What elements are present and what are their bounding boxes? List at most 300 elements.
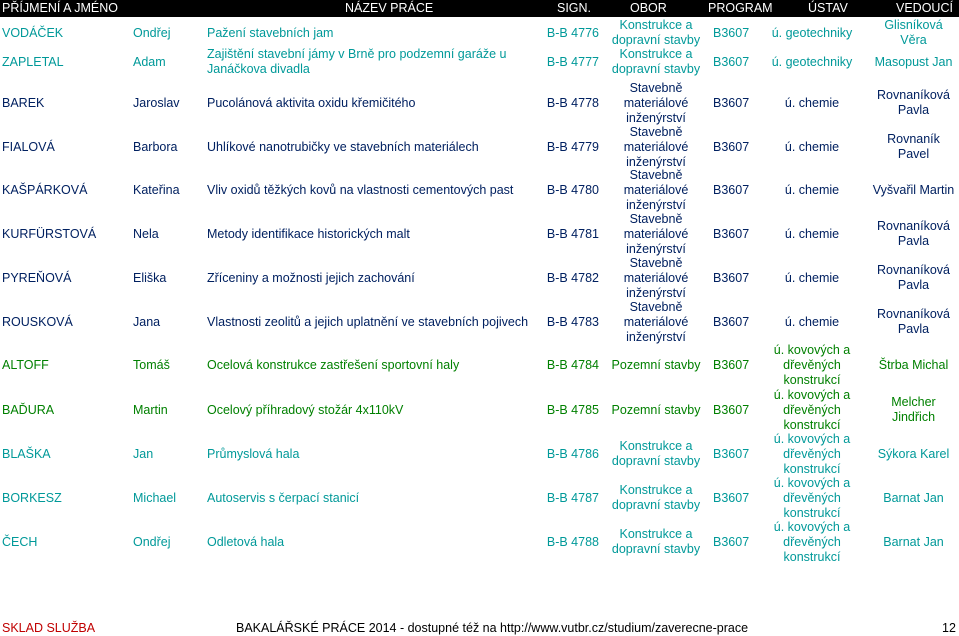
institute-line: dřevěných (783, 534, 841, 549)
institute-text (774, 432, 850, 477)
title-text (207, 26, 333, 41)
surname-text: ROUSKOVÁ (2, 314, 73, 329)
supervisor-line: Sýkora Karel (877, 446, 950, 461)
sign-text: B-B 4781 (546, 226, 599, 241)
field-text (612, 18, 700, 48)
cell-title (207, 23, 544, 43)
title-line: Pucolánová aktivita oxidu křemičitého (207, 95, 416, 110)
field-line: inženýrství (626, 110, 686, 125)
cell-institute (756, 344, 868, 387)
title-line: Odletová hala (207, 534, 285, 549)
cell-sign (544, 81, 599, 125)
header-sign: SIGN. (557, 1, 592, 15)
title-text (207, 140, 479, 155)
institute-line: ú. chemie (784, 95, 840, 110)
supervisor-text (887, 132, 940, 162)
supervisor-text (884, 18, 942, 48)
cell-surname (2, 213, 130, 255)
surname-text: VODÁČEK (2, 25, 64, 40)
title-line: Janáčkova divadla (207, 62, 310, 76)
field-line: Konstrukce a (619, 483, 693, 497)
cell-program (713, 81, 759, 125)
field-line: dopravní stavby (611, 498, 701, 512)
cell-supervisor (868, 301, 959, 343)
field-line: Konstrukce a (619, 527, 693, 541)
institute-line: konstrukcí (783, 417, 841, 432)
title-text (207, 491, 359, 506)
cell-field (602, 81, 710, 125)
title-line: Ocelová konstrukce zastřešení sportovní haly (207, 358, 460, 372)
header-supervisor: VEDOUCÍ (896, 1, 953, 15)
cell-institute (756, 169, 868, 211)
cell-sign (544, 127, 599, 167)
field-line: dopravní stavby (611, 33, 701, 47)
title-line: Ocelový příhradový stožár 4x110kV (207, 402, 404, 417)
surname-text: PYREŇOVÁ (2, 270, 72, 285)
cell-sign (544, 433, 599, 475)
header-name: PŘÍJMENÍ A JMÉNO (2, 1, 118, 15)
institute-line: ú. geotechniky (771, 54, 853, 69)
institute-line: konstrukcí (783, 373, 841, 387)
program-text: B3607 (713, 139, 750, 154)
sign-text: B-B 4786 (546, 446, 599, 461)
cell-first (133, 169, 205, 211)
header-institute: ÚSTAV (808, 1, 848, 15)
cell-program (713, 127, 759, 167)
title-line: Zajištění stavební jámy v Brně pro podzemní garáže u (207, 47, 507, 61)
institute-line: ú. kovových a (773, 387, 851, 402)
cell-supervisor (868, 521, 959, 563)
sign-text: B-B 4783 (546, 314, 599, 329)
institute-text (785, 315, 839, 330)
cell-title (207, 45, 544, 79)
cell-surname (2, 81, 130, 125)
surname-text: ČECH (2, 534, 38, 549)
cell-surname (2, 301, 130, 343)
table-row (0, 433, 959, 475)
first-text: Martin (133, 402, 168, 417)
title-text (207, 227, 410, 242)
cell-surname (2, 23, 130, 43)
footer-brand: SKLAD SLUŽBA (2, 621, 96, 635)
cell-first (133, 344, 205, 387)
program-text: B3607 (713, 226, 750, 241)
cell-sign (544, 213, 599, 255)
cell-first (133, 477, 205, 519)
surname-text: ALTOFF (2, 358, 49, 372)
sign-text: B-B 4788 (546, 534, 599, 549)
table-header (0, 0, 959, 17)
cell-sign (544, 45, 599, 79)
cell-title (207, 477, 544, 519)
cell-institute (756, 301, 868, 343)
field-text (612, 47, 700, 77)
cell-institute (756, 521, 868, 563)
sign-text: B-B 4779 (546, 139, 599, 154)
table-row (0, 389, 959, 431)
cell-program (713, 45, 759, 79)
field-line: Konstrukce a (619, 439, 693, 453)
supervisor-line: Věra (900, 33, 927, 47)
cell-program (713, 23, 759, 43)
cell-field (602, 301, 710, 343)
institute-text (785, 183, 839, 198)
field-line: dopravní stavby (611, 454, 701, 468)
cell-first (133, 23, 205, 43)
cell-program (713, 344, 759, 387)
sign-text: B-B 4782 (546, 270, 599, 285)
cell-institute (756, 213, 868, 255)
program-text: B3607 (713, 25, 750, 40)
field-line: materiálové (623, 139, 689, 154)
cell-institute (756, 23, 868, 43)
table-row (0, 344, 959, 387)
header-field: OBOR (630, 1, 667, 15)
cell-title (207, 257, 544, 299)
field-text (624, 125, 689, 170)
page-footer (0, 618, 959, 636)
title-text (207, 271, 415, 286)
header-title: NÁZEV PRÁCE (345, 1, 434, 15)
cell-first (133, 301, 205, 343)
institute-line: dřevěných (783, 358, 841, 372)
cell-surname (2, 433, 130, 475)
supervisor-text (883, 535, 943, 550)
field-line: Konstrukce a (619, 47, 693, 61)
institute-line: ú. kovových a (773, 343, 851, 357)
field-line: inženýrství (626, 197, 686, 212)
surname-text: FIALOVÁ (2, 139, 55, 154)
title-line: Zříceniny a možnosti jejich zachování (207, 270, 415, 285)
field-line: Stavebně (629, 299, 683, 314)
field-line: inženýrství (626, 285, 686, 300)
cell-field (602, 45, 710, 79)
cell-title (207, 521, 544, 563)
cell-first (133, 45, 205, 79)
sign-text: B-B 4777 (546, 54, 599, 69)
table-row (0, 257, 959, 299)
supervisor-text (875, 55, 953, 70)
supervisor-line: Pavla (897, 278, 930, 292)
page-number: 12 (942, 621, 956, 635)
institute-line: ú. chemie (784, 139, 840, 154)
institute-line: konstrukcí (783, 505, 841, 520)
institute-line: ú. chemie (784, 314, 840, 329)
field-text (624, 256, 689, 301)
first-text: Nela (133, 226, 159, 241)
institute-line: dřevěných (783, 490, 841, 505)
institute-line: ú. chemie (784, 270, 840, 285)
table-row (0, 301, 959, 343)
supervisor-line: Vyšvařil Martin (872, 182, 955, 197)
cell-surname (2, 45, 130, 79)
field-line: materiálové (623, 95, 689, 110)
institute-line: ú. chemie (784, 182, 840, 197)
cell-program (713, 169, 759, 211)
cell-first (133, 257, 205, 299)
supervisor-line: Glisníková (884, 18, 943, 32)
cell-institute (756, 257, 868, 299)
cell-supervisor (868, 477, 959, 519)
cell-sign (544, 301, 599, 343)
supervisor-text (891, 395, 935, 425)
cell-first (133, 389, 205, 431)
field-line: Stavebně (629, 124, 683, 139)
institute-line: dřevěných (783, 402, 841, 417)
institute-text (774, 343, 850, 388)
field-line: Stavebně (629, 211, 683, 226)
title-line: Autoservis s čerpací stanicí (207, 490, 360, 505)
cell-title (207, 169, 544, 211)
cell-surname (2, 477, 130, 519)
field-text (624, 81, 689, 126)
cell-program (713, 433, 759, 475)
supervisor-text (883, 491, 943, 506)
supervisor-line: Pavel (897, 147, 930, 161)
first-text: Michael (133, 490, 177, 505)
cell-first (133, 81, 205, 125)
cell-sign (544, 477, 599, 519)
program-text: B3607 (713, 446, 750, 461)
supervisor-text (873, 183, 955, 198)
institute-text (785, 227, 839, 242)
sign-text: B-B 4776 (546, 25, 599, 40)
cell-field (602, 477, 710, 519)
cell-surname (2, 257, 130, 299)
supervisor-line: Rovnaníková (877, 307, 950, 321)
field-line: inženýrství (626, 329, 686, 344)
supervisor-text (877, 307, 950, 337)
program-text: B3607 (713, 534, 750, 549)
title-text (207, 96, 415, 111)
title-text (207, 183, 513, 198)
cell-program (713, 389, 759, 431)
cell-institute (756, 45, 868, 79)
field-line: Pozemní stavby (611, 402, 701, 417)
cell-first (133, 213, 205, 255)
surname-text: BORKESZ (2, 490, 62, 505)
cell-field (602, 213, 710, 255)
surname-text: ZAPLETAL (2, 54, 64, 69)
first-text: Tomáš (133, 358, 170, 372)
institute-line: konstrukcí (783, 549, 841, 564)
field-line: Konstrukce a (619, 18, 693, 32)
cell-surname (2, 389, 130, 431)
cell-supervisor (868, 389, 959, 431)
supervisor-line: Pavla (897, 322, 930, 336)
cell-first (133, 127, 205, 167)
supervisor-text (877, 219, 950, 249)
program-text: B3607 (713, 95, 750, 110)
first-text: Eliška (133, 270, 167, 285)
cell-sign (544, 344, 599, 387)
title-text (207, 403, 403, 418)
cell-institute (756, 389, 868, 431)
cell-supervisor (868, 45, 959, 79)
supervisor-text (877, 263, 950, 293)
program-text: B3607 (713, 490, 750, 505)
table-row (0, 18, 959, 47)
field-line: materiálové (623, 182, 689, 197)
institute-line: konstrukcí (783, 461, 841, 476)
institute-text (772, 55, 853, 70)
table-row (0, 81, 959, 125)
cell-title (207, 344, 544, 387)
cell-first (133, 433, 205, 475)
supervisor-line: Barnat Jan (883, 534, 944, 549)
title-text (207, 358, 459, 373)
title-line: Vlastnosti zeolitů a jejich uplatnění ve stavebních pojivech (207, 314, 529, 329)
field-line: dopravní stavby (611, 542, 701, 556)
first-text: Ondřej (133, 25, 171, 40)
cell-surname (2, 169, 130, 211)
cell-supervisor (868, 18, 959, 47)
cell-program (713, 477, 759, 519)
supervisor-line: Rovnaníková (877, 263, 950, 277)
cell-title (207, 127, 544, 167)
supervisor-line: Štrba Michal (878, 358, 949, 372)
supervisor-line: Melcher (891, 395, 936, 409)
institute-line: ú. geotechniky (771, 25, 853, 40)
first-text: Barbora (133, 139, 178, 154)
cell-surname (2, 127, 130, 167)
cell-field (602, 257, 710, 299)
supervisor-line: Rovnaník (887, 132, 940, 146)
cell-field (602, 169, 710, 211)
title-text (207, 535, 284, 550)
supervisor-line: Rovnaníková (877, 88, 950, 102)
sign-text: B-B 4780 (546, 182, 599, 197)
cell-supervisor (868, 81, 959, 125)
title-text (207, 315, 528, 330)
program-text: B3607 (713, 54, 750, 69)
field-line: Stavebně (629, 167, 683, 182)
cell-program (713, 521, 759, 563)
first-text: Adam (133, 54, 166, 69)
institute-text (774, 520, 850, 565)
footer-text: BAKALÁŘSKÉ PRÁCE 2014 - dostupné též na http://www.vutbr.cz/studium/zaverecne-prace (236, 621, 749, 635)
field-text (612, 483, 700, 513)
cell-institute (756, 433, 868, 475)
surname-text: KURFÜRSTOVÁ (2, 226, 97, 241)
field-text (624, 300, 689, 345)
institute-text (772, 26, 853, 41)
surname-text: KAŠPÁRKOVÁ (2, 182, 88, 197)
field-text (612, 439, 700, 469)
cell-institute (756, 81, 868, 125)
program-text: B3607 (713, 358, 750, 372)
cell-surname (2, 521, 130, 563)
cell-field (602, 124, 710, 169)
cell-field (602, 521, 710, 563)
cell-supervisor (868, 433, 959, 475)
supervisor-line: Masopust Jan (874, 54, 953, 69)
table-row (0, 169, 959, 211)
cell-sign (544, 257, 599, 299)
cell-program (713, 213, 759, 255)
institute-text (774, 476, 850, 521)
program-text: B3607 (713, 182, 750, 197)
supervisor-text (879, 358, 948, 373)
first-text: Jan (133, 446, 154, 461)
field-line: materiálové (623, 270, 689, 285)
sign-text: B-B 4784 (546, 358, 599, 372)
cell-program (713, 301, 759, 343)
sign-text: B-B 4785 (546, 402, 599, 417)
cell-sign (544, 23, 599, 43)
cell-field (602, 18, 710, 47)
first-text: Ondřej (133, 534, 171, 549)
cell-title (207, 433, 544, 475)
title-line: Uhlíkové nanotrubičky ve stavebních materiálech (207, 139, 479, 154)
cell-first (133, 521, 205, 563)
cell-supervisor (868, 344, 959, 387)
field-line: Pozemní stavby (611, 358, 701, 372)
cell-institute (756, 127, 868, 167)
table-row (0, 521, 959, 563)
table-row (0, 124, 959, 169)
cell-title (207, 389, 544, 431)
institute-line: ú. kovových a (773, 519, 851, 534)
title-line: Průmyslová hala (207, 446, 300, 461)
sign-text: B-B 4778 (546, 95, 599, 110)
title-text (207, 447, 299, 462)
title-line: Metody identifikace historických malt (207, 226, 410, 241)
field-line: inženýrství (626, 241, 686, 256)
cell-surname (2, 344, 130, 387)
field-line: materiálové (623, 226, 689, 241)
cell-title (207, 81, 544, 125)
institute-line: ú. kovových a (773, 431, 851, 446)
cell-institute (756, 477, 868, 519)
supervisor-line: Rovnaníková (877, 219, 950, 233)
program-text: B3607 (713, 402, 750, 417)
cell-supervisor (868, 169, 959, 211)
table-row (0, 45, 959, 79)
institute-text (774, 388, 850, 433)
sign-text: B-B 4787 (546, 490, 599, 505)
header-program: PROGRAM (708, 1, 773, 15)
field-text (612, 403, 701, 418)
field-line: dopravní stavby (611, 62, 701, 76)
first-text: Kateřina (133, 182, 180, 197)
institute-text (785, 271, 839, 286)
supervisor-text (877, 88, 950, 118)
cell-field (602, 344, 710, 387)
program-text: B3607 (713, 270, 750, 285)
title-line: Vliv oxidů těžkých kovů na vlastnosti cementových past (207, 182, 514, 197)
institute-text (785, 96, 839, 111)
cell-program (713, 257, 759, 299)
supervisor-line: Barnat Jan (883, 490, 944, 505)
supervisor-line: Pavla (897, 234, 930, 248)
field-text (612, 358, 701, 373)
field-line: Stavebně (629, 80, 683, 95)
field-text (624, 168, 689, 213)
title-line: Pažení stavebních jam (207, 25, 334, 40)
institute-line: ú. chemie (784, 226, 840, 241)
field-text (612, 527, 700, 557)
cell-supervisor (868, 257, 959, 299)
cell-field (602, 389, 710, 431)
cell-title (207, 213, 544, 255)
cell-sign (544, 521, 599, 563)
cell-supervisor (868, 213, 959, 255)
cell-sign (544, 389, 599, 431)
institute-line: ú. kovových a (773, 475, 851, 490)
surname-text: BAREK (2, 95, 45, 110)
surname-text: BLAŠKA (2, 446, 51, 461)
